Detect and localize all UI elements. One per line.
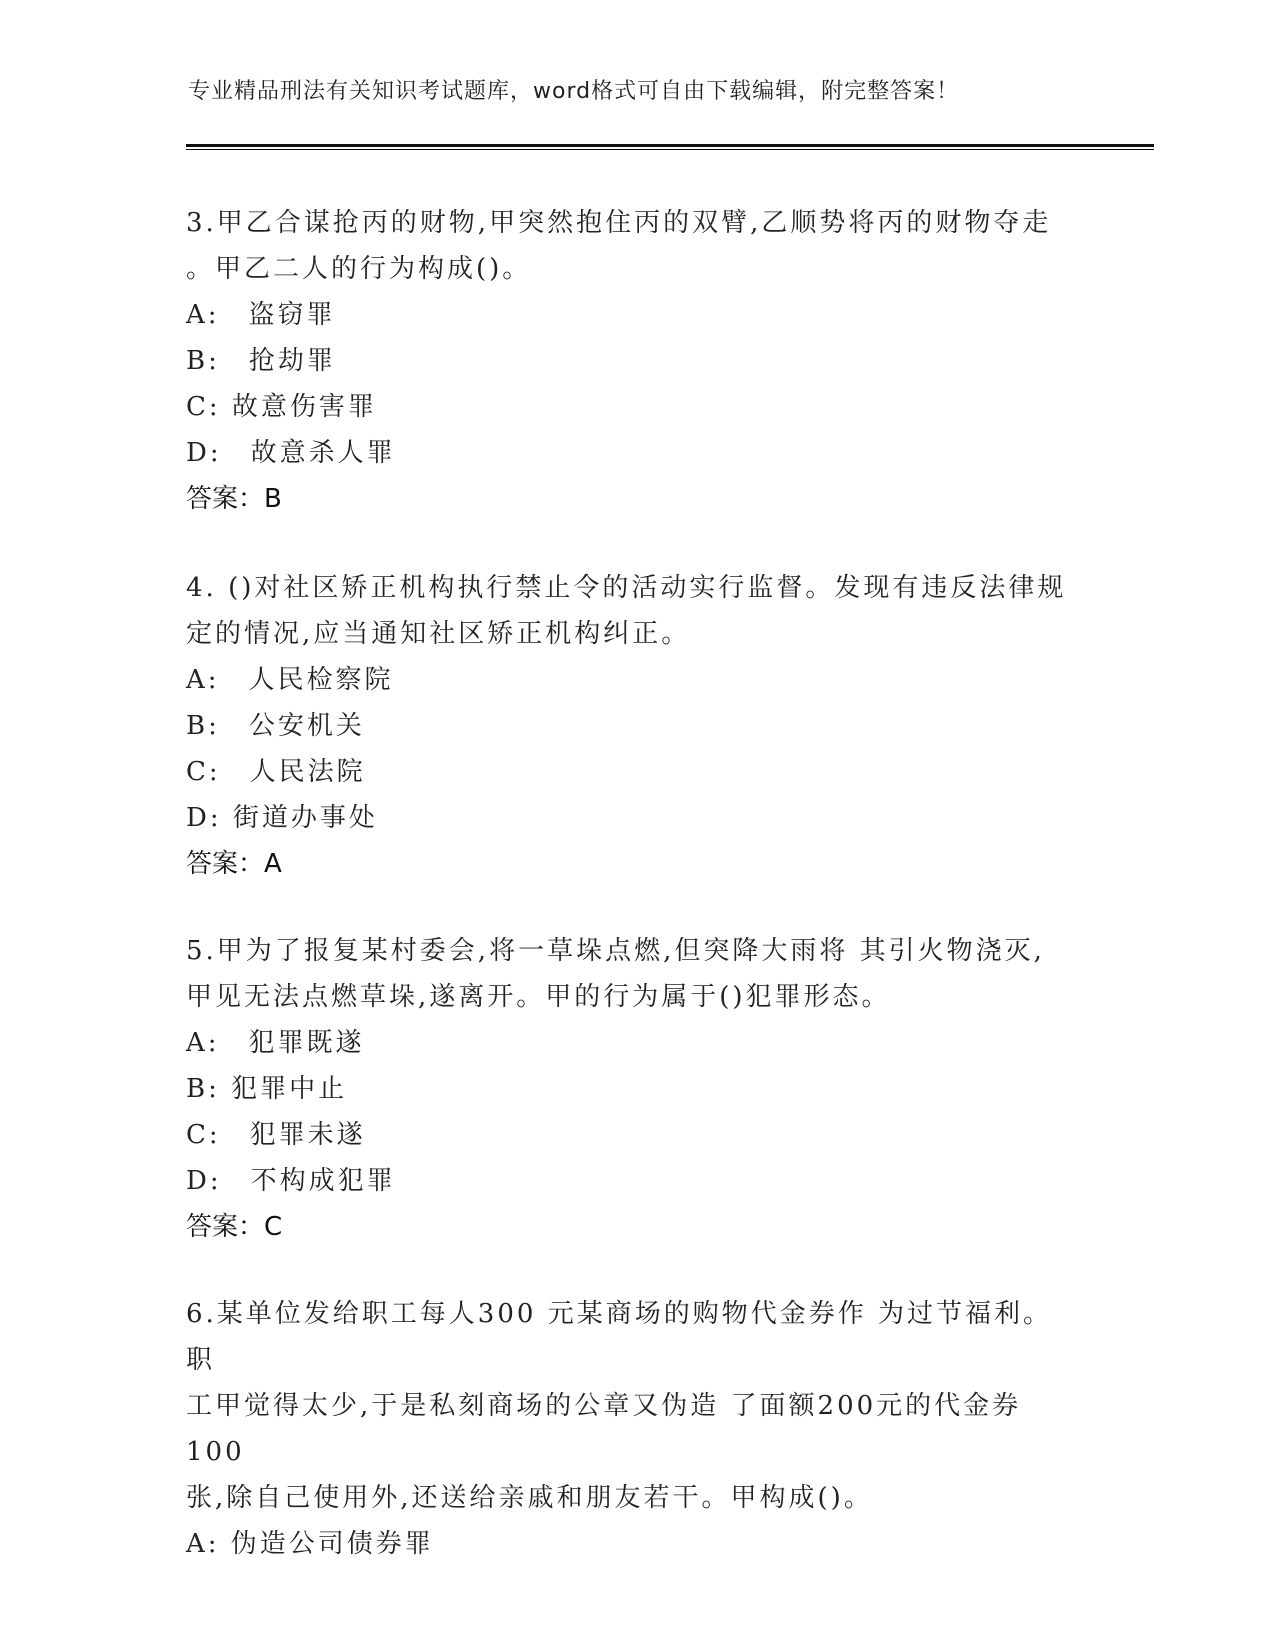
option-a: A: 犯罪既遂	[186, 1028, 365, 1058]
question-6	[186, 1291, 1076, 1567]
question-4-text	[186, 565, 1076, 657]
question-line: 工甲觉得太少,于是私刻商场的公章又伪造 了面额200元的代金券100	[186, 1391, 1022, 1467]
question-line: 4. ()对社区矫正机构执行禁止令的活动实行监督。发现有违反法律规	[186, 573, 1067, 603]
question-line: 张,除自己使用外,还送给亲戚和朋友若干。甲构成()。	[186, 1483, 873, 1513]
question-line: 甲见无法点燃草垛,遂离开。甲的行为属于()犯罪形态。	[186, 982, 891, 1012]
option-b: B: 公安机关	[186, 711, 365, 741]
option-a: A: 人民检察院	[186, 665, 394, 695]
question-line: 定的情况,应当通知社区矫正机构纠正。	[186, 619, 691, 649]
header-rule-thin	[186, 149, 1154, 150]
option-c: C: 人民法院	[186, 757, 366, 787]
option-d: D: 不构成犯罪	[186, 1166, 396, 1196]
question-line: 3.甲乙合谋抢丙的财物,甲突然抱住丙的双臂,乙顺势将丙的财物夺走	[186, 208, 1052, 238]
option-d: D: 故意杀人罪	[186, 438, 396, 468]
question-line: 5.甲为了报复某村委会,将一草垛点燃,但突降大雨将 其引火物浇灭,	[186, 936, 1045, 966]
question-6-text	[186, 1291, 1076, 1521]
option-b: B: 抢劫罪	[186, 346, 336, 376]
answer: 答案：B	[186, 484, 282, 514]
option-a: A: 伪造公司债券罪	[186, 1529, 434, 1559]
question-5	[186, 928, 1076, 1250]
question-3	[186, 200, 1076, 522]
option-a: A: 盗窃罪	[186, 300, 336, 330]
question-5-text	[186, 928, 1076, 1020]
header-rule-thick	[186, 144, 1154, 147]
option-c: C: 犯罪未遂	[186, 1120, 366, 1150]
answer: 答案：A	[186, 849, 282, 879]
question-4	[186, 565, 1076, 887]
option-d: D: 街道办事处	[186, 803, 378, 833]
option-b: B: 犯罪中止	[186, 1074, 348, 1104]
option-c: C: 故意伤害罪	[186, 392, 377, 422]
question-3-text	[186, 200, 1076, 292]
answer: 答案：C	[186, 1212, 283, 1242]
document-header: 专业精品刑法有关知识考试题库，word格式可自由下载编辑，附完整答案！	[188, 79, 960, 104]
question-line: 6.某单位发给职工每人300 元某商场的购物代金券作 为过节福利。职	[186, 1299, 1052, 1375]
question-line: 。甲乙二人的行为构成()。	[186, 254, 532, 284]
